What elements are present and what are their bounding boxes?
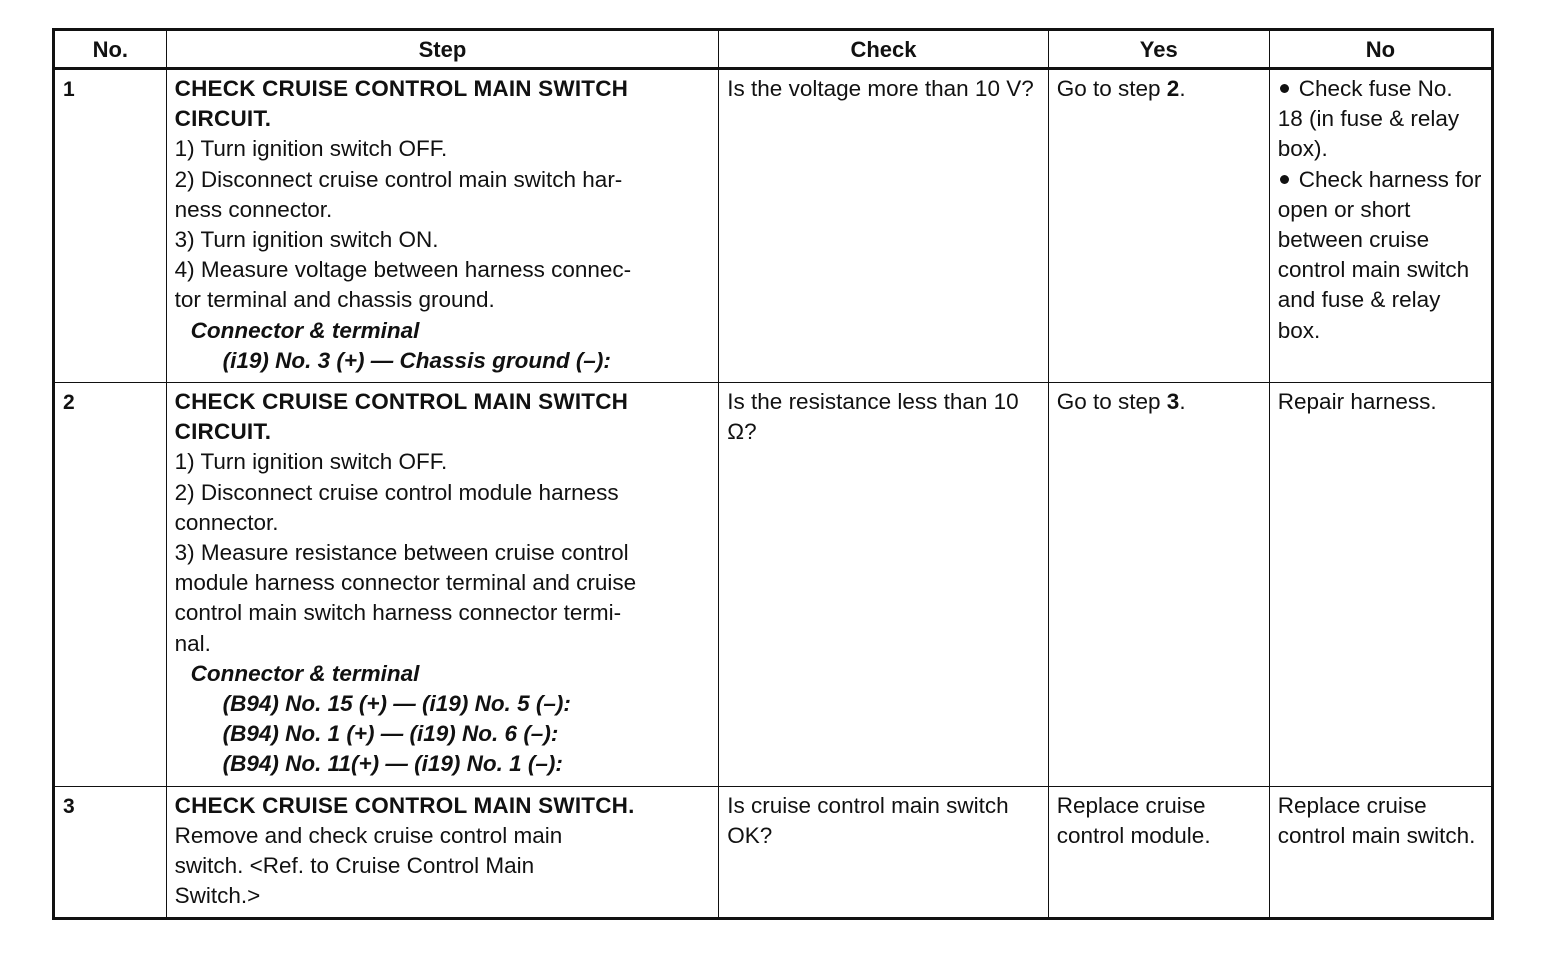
check-cell: Is the resistance less than 10 Ω? xyxy=(719,383,1048,787)
bullet-icon xyxy=(1280,84,1289,93)
step-line: Remove and check cruise control main xyxy=(174,822,563,848)
connector-item: (B94) No. 11(+) — (i19) No. 1 (–): xyxy=(222,751,563,777)
step-line: tor terminal and chassis ground. xyxy=(174,287,495,313)
step-line: switch. <Ref. to Cruise Control Main xyxy=(174,853,535,879)
step-title: CIRCUIT. xyxy=(174,419,272,445)
step-line: 1) Turn ignition switch OFF. xyxy=(174,449,448,475)
bullet-item: Check harness for open or short between cruise control main switch and fuse & relay box. xyxy=(1277,166,1482,343)
check-cell: Is the voltage more than 10 V? xyxy=(719,69,1048,383)
step-title: CIRCUIT. xyxy=(174,106,272,132)
table-row-3 xyxy=(54,786,1493,919)
step-line: module harness connector terminal and cruise xyxy=(174,570,637,596)
yes-cell: Replace cruise control module. xyxy=(1048,786,1269,919)
bullet-item: Check fuse No. 18 (in fuse & relay box). xyxy=(1277,76,1460,162)
row-number: 2 xyxy=(54,383,167,787)
step-reference: 3 xyxy=(1166,389,1180,415)
no-cell: Replace cruise control main switch. xyxy=(1269,786,1492,919)
diagnostic-table xyxy=(52,28,1494,920)
header-yes: Yes xyxy=(1048,30,1269,69)
step-line: nal. xyxy=(174,630,211,656)
connector-heading: Connector & terminal xyxy=(190,660,420,686)
step-line: 3) Measure resistance between cruise control xyxy=(174,540,629,566)
header-step: Step xyxy=(166,30,719,69)
table-row-1 xyxy=(54,69,1493,383)
step-line: Switch.> xyxy=(174,883,261,909)
row-number: 1 xyxy=(54,69,167,383)
header-no-column: No xyxy=(1269,30,1492,69)
step-line: connector. xyxy=(174,509,279,535)
step-title: CHECK CRUISE CONTROL MAIN SWITCH. xyxy=(174,792,635,818)
step-reference: 2 xyxy=(1166,76,1180,101)
step-line: 3) Turn ignition switch ON. xyxy=(174,227,439,253)
bullet-icon xyxy=(1280,175,1289,184)
header-row xyxy=(54,30,1493,69)
step-title: CHECK CRUISE CONTROL MAIN SWITCH xyxy=(174,389,629,415)
step-line: ness connector. xyxy=(174,196,333,222)
yes-cell: Go to step 2. xyxy=(1048,69,1269,383)
connector-item: (B94) No. 1 (+) — (i19) No. 6 (–): xyxy=(222,721,559,747)
header-check: Check xyxy=(719,30,1048,69)
connector-item: (B94) No. 15 (+) — (i19) No. 5 (–): xyxy=(222,691,571,717)
step-line: 2) Disconnect cruise control main switch har- xyxy=(174,166,623,192)
step-cell xyxy=(166,69,719,383)
yes-cell: Go to step 3. xyxy=(1048,383,1269,787)
check-cell: Is cruise control main switch OK? xyxy=(719,786,1048,919)
no-cell xyxy=(1269,69,1492,383)
step-line: control main switch harness connector termi- xyxy=(174,600,622,626)
header-no: No. xyxy=(54,30,167,69)
row-number: 3 xyxy=(54,786,167,919)
connector-heading: Connector & terminal xyxy=(190,317,420,343)
table-row-2 xyxy=(54,383,1493,787)
connector-item: (i19) No. 3 (+) — Chassis ground (–): xyxy=(222,347,611,373)
step-line: 2) Disconnect cruise control module harness xyxy=(174,479,619,505)
step-line: 4) Measure voltage between harness connec- xyxy=(174,257,632,283)
step-line: 1) Turn ignition switch OFF. xyxy=(174,136,448,162)
no-cell: Repair harness. xyxy=(1269,383,1492,787)
step-cell xyxy=(166,786,719,919)
step-title: CHECK CRUISE CONTROL MAIN SWITCH xyxy=(174,76,629,101)
step-cell xyxy=(166,383,719,787)
